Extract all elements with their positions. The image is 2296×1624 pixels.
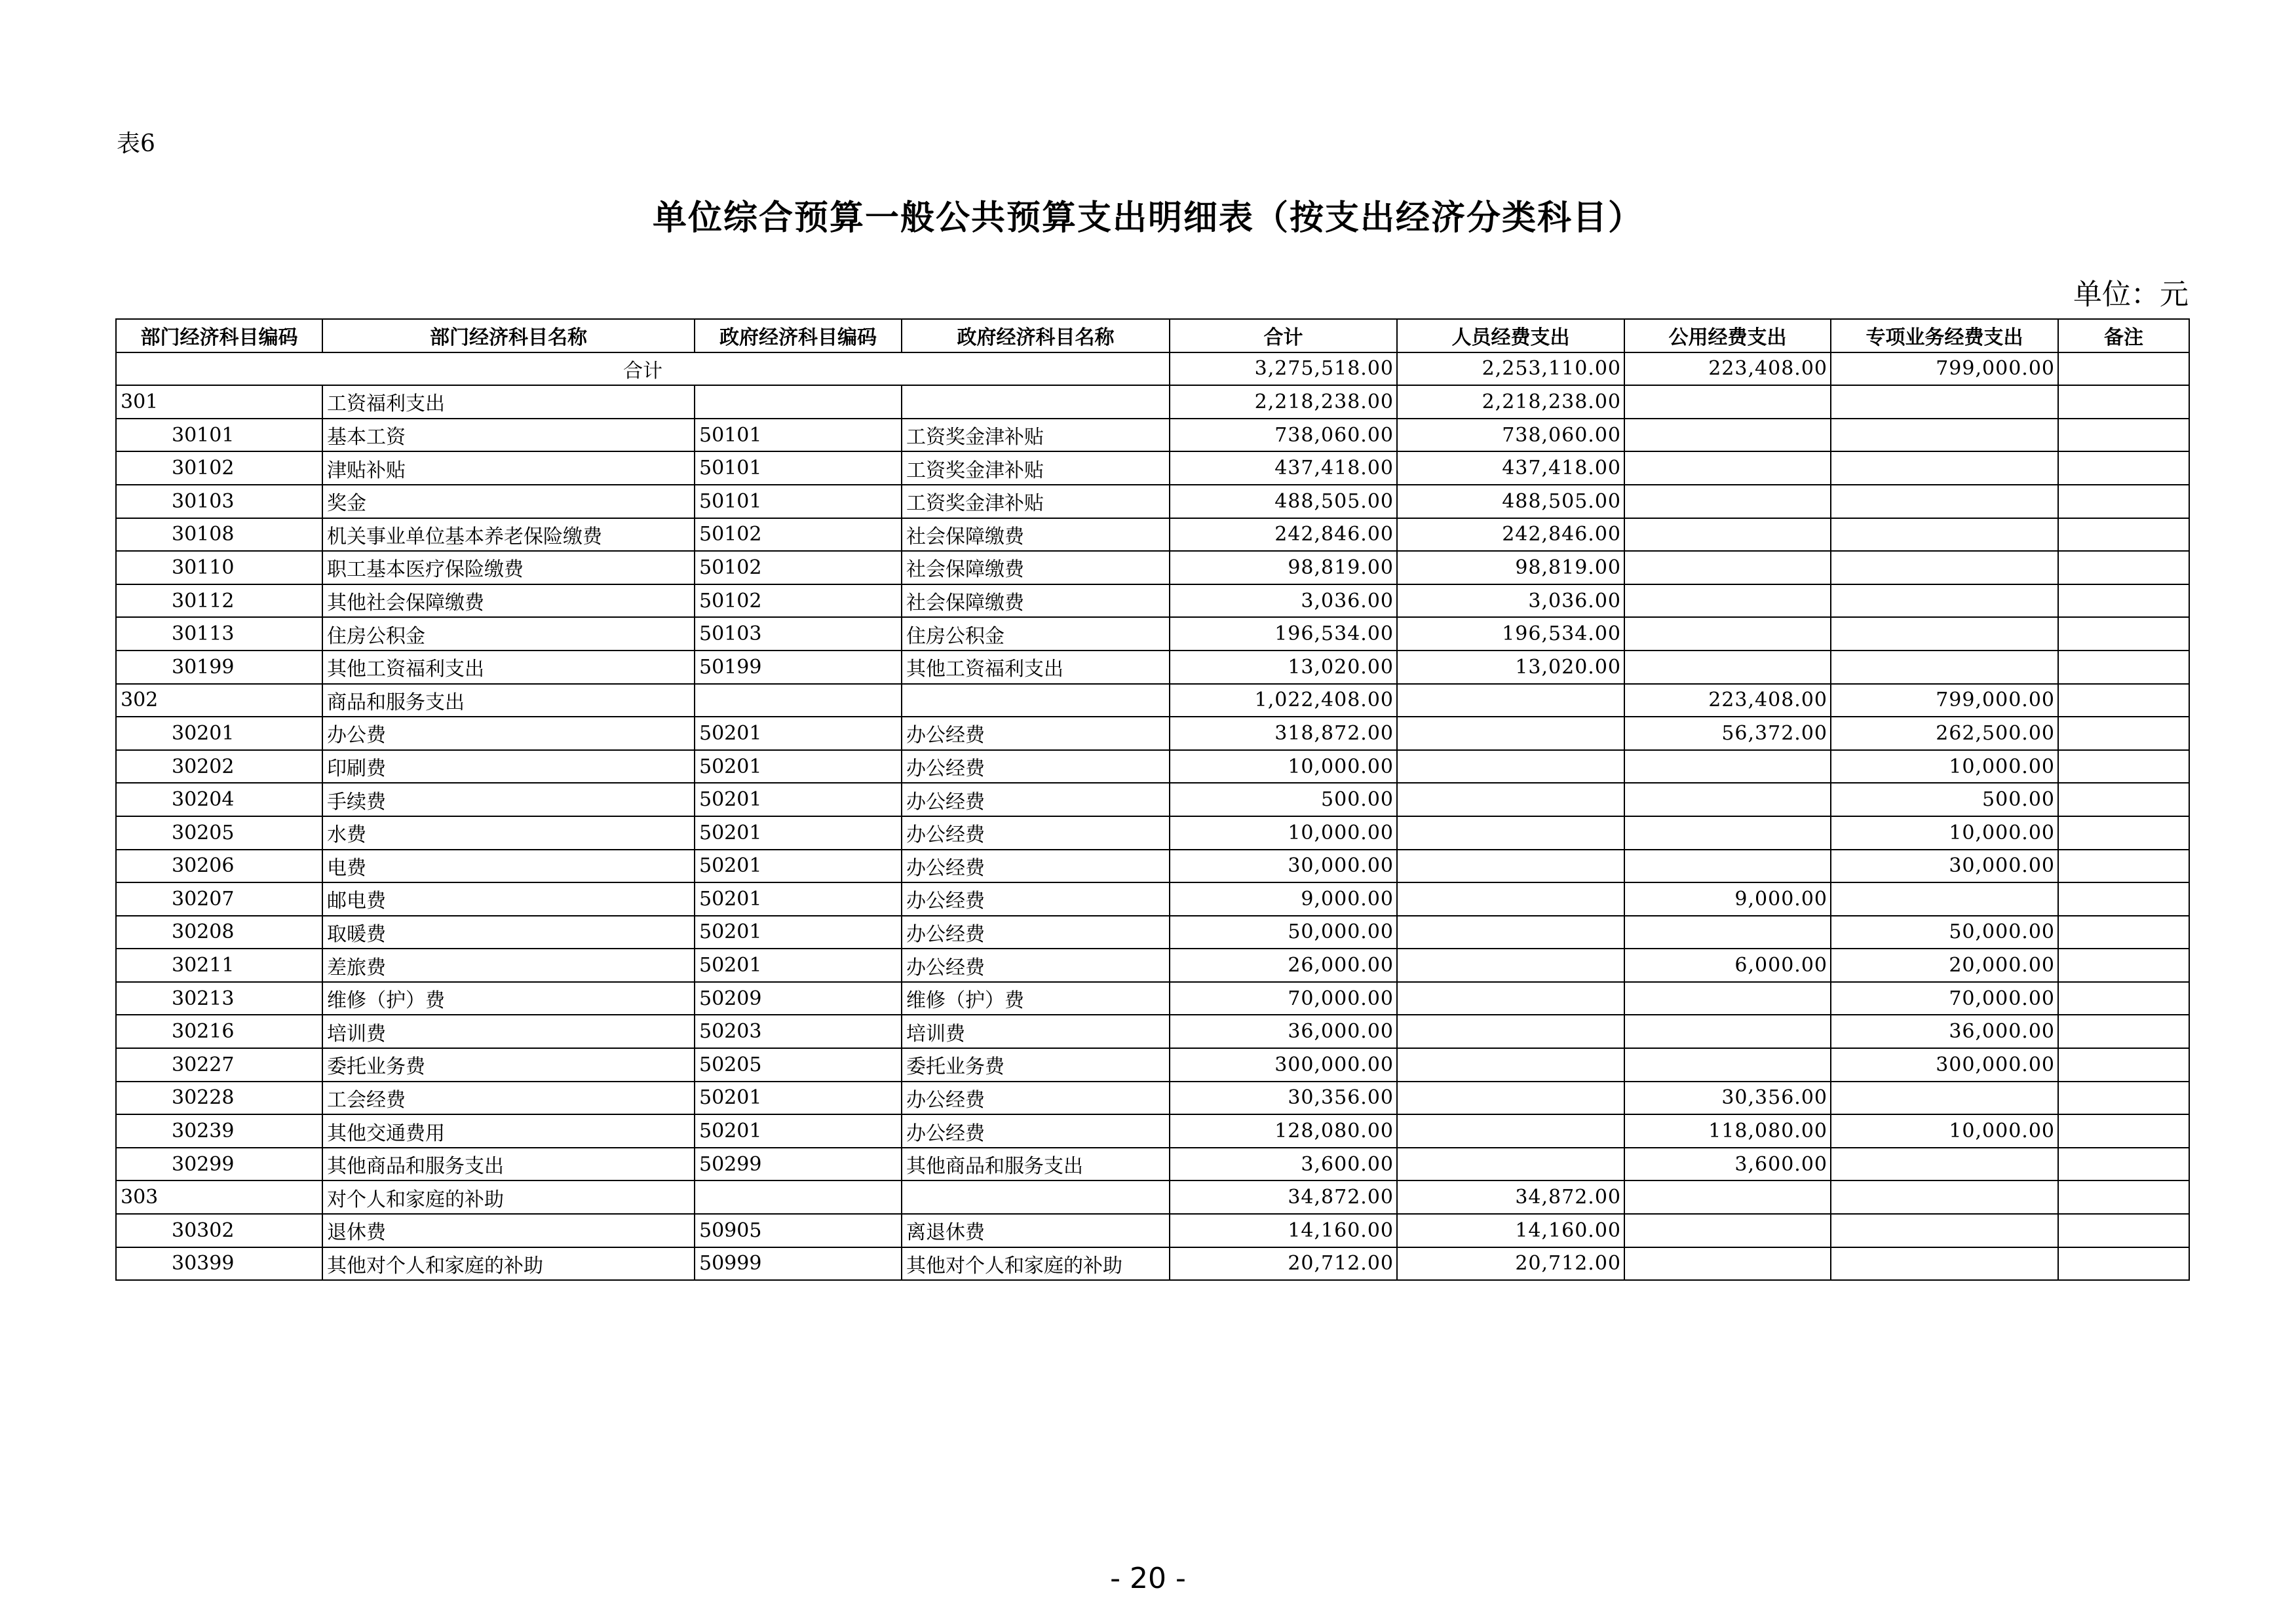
public-cell [1624,916,1831,949]
public-cell [1624,982,1831,1015]
total-cell: 500.00 [1170,783,1397,816]
gov-name-cell: 办公经费 [902,850,1170,883]
gov-code-cell: 50101 [695,419,902,452]
gov-code-cell: 50101 [695,451,902,485]
category-row [116,684,2189,717]
total-cell: 30,356.00 [1170,1082,1397,1115]
table-row [116,518,2189,552]
special-cell [1831,584,2058,618]
table-row [116,651,2189,684]
header-cell: 公用经费支出 [1624,319,1831,352]
total-cell: 1,022,408.00 [1170,684,1397,717]
public-cell [1624,617,1831,651]
dept-name-cell: 奖金 [322,485,695,518]
dept-name-cell: 对个人和家庭的补助 [322,1180,695,1214]
special-cell: 20,000.00 [1831,949,2058,982]
table-row [116,717,2189,750]
note-cell [2058,1148,2189,1181]
dept-name-cell: 退休费 [322,1214,695,1247]
public-cell: 118,080.00 [1624,1114,1831,1148]
gov-code-cell: 50205 [695,1048,902,1082]
gov-name-cell: 工资奖金津补贴 [902,485,1170,518]
category-row [116,1180,2189,1214]
gov-code-cell: 50201 [695,1082,902,1115]
gov-code-cell: 50201 [695,1114,902,1148]
personnel-cell: 738,060.00 [1397,419,1624,452]
public-cell [1624,783,1831,816]
dept-code-cell: 30112 [116,584,322,618]
special-cell [1831,451,2058,485]
dept-name-cell: 其他商品和服务支出 [322,1148,695,1181]
total-cell: 10,000.00 [1170,816,1397,850]
personnel-cell: 196,534.00 [1397,617,1624,651]
personnel-cell: 437,418.00 [1397,451,1624,485]
total-cell: 98,819.00 [1170,551,1397,584]
dept-name-cell: 培训费 [322,1015,695,1048]
note-cell [2058,717,2189,750]
category-row [116,385,2189,419]
public-cell: 3,600.00 [1624,1148,1831,1181]
total-cell: 488,505.00 [1170,485,1397,518]
table-row [116,1048,2189,1082]
public-cell [1624,1048,1831,1082]
dept-code-cell: 30206 [116,850,322,883]
special-cell [1831,882,2058,916]
dept-code-cell: 30102 [116,451,322,485]
gov-name-cell: 办公经费 [902,750,1170,784]
note-cell [2058,419,2189,452]
total-note [2058,352,2189,386]
dept-code-cell: 30208 [116,916,322,949]
table-label: 表6 [117,130,155,157]
gov-name-cell: 办公经费 [902,783,1170,816]
total-amount: 3,275,518.00 [1170,352,1397,386]
personnel-cell [1397,882,1624,916]
public-cell [1624,750,1831,784]
special-cell: 262,500.00 [1831,717,2058,750]
header-cell: 政府经济科目名称 [902,319,1170,352]
dept-code-cell: 30101 [116,419,322,452]
total-row [116,352,2189,386]
public-cell [1624,551,1831,584]
gov-name-cell: 办公经费 [902,1114,1170,1148]
public-cell: 56,372.00 [1624,717,1831,750]
special-cell [1831,518,2058,552]
note-cell [2058,750,2189,784]
dept-code-cell: 303 [116,1180,322,1214]
gov-name-cell: 培训费 [902,1015,1170,1048]
public-cell [1624,1247,1831,1281]
public-cell: 6,000.00 [1624,949,1831,982]
total-cell: 242,846.00 [1170,518,1397,552]
total-cell: 196,534.00 [1170,617,1397,651]
note-cell [2058,651,2189,684]
note-cell [2058,783,2189,816]
total-cell: 2,218,238.00 [1170,385,1397,419]
special-cell: 799,000.00 [1831,684,2058,717]
page-number: - 20 - [1110,1562,1186,1595]
gov-name-cell: 社会保障缴费 [902,551,1170,584]
dept-code-cell: 30202 [116,750,322,784]
special-cell: 30,000.00 [1831,850,2058,883]
gov-code-cell: 50201 [695,783,902,816]
gov-name-cell: 其他工资福利支出 [902,651,1170,684]
gov-code-cell: 50299 [695,1148,902,1181]
total-cell: 34,872.00 [1170,1180,1397,1214]
gov-code-cell [695,385,902,419]
gov-code-cell: 50201 [695,850,902,883]
gov-name-cell [902,1180,1170,1214]
gov-code-cell: 50209 [695,982,902,1015]
public-cell: 9,000.00 [1624,882,1831,916]
unit-label: 单位：元 [2073,278,2189,311]
personnel-cell [1397,1082,1624,1115]
total-cell: 70,000.00 [1170,982,1397,1015]
header-cell: 专项业务经费支出 [1831,319,2058,352]
note-cell [2058,1015,2189,1048]
personnel-cell [1397,949,1624,982]
public-cell [1624,385,1831,419]
note-cell [2058,1048,2189,1082]
special-cell: 300,000.00 [1831,1048,2058,1082]
header-cell: 政府经济科目编码 [695,319,902,352]
note-cell [2058,1247,2189,1281]
dept-name-cell: 其他工资福利支出 [322,651,695,684]
gov-name-cell: 工资奖金津补贴 [902,451,1170,485]
public-cell [1624,584,1831,618]
table-row [116,949,2189,982]
personnel-cell: 14,160.00 [1397,1214,1624,1247]
personnel-cell [1397,850,1624,883]
table-row [116,1247,2189,1281]
header-cell: 部门经济科目名称 [322,319,695,352]
dept-code-cell: 30113 [116,617,322,651]
gov-name-cell: 社会保障缴费 [902,518,1170,552]
personnel-cell [1397,717,1624,750]
special-cell [1831,385,2058,419]
public-cell [1624,850,1831,883]
note-cell [2058,385,2189,419]
personnel-cell: 20,712.00 [1397,1247,1624,1281]
dept-name-cell: 津贴补贴 [322,451,695,485]
special-cell [1831,1180,2058,1214]
table-row [116,882,2189,916]
total-cell: 437,418.00 [1170,451,1397,485]
total-cell: 14,160.00 [1170,1214,1397,1247]
dept-code-cell: 30239 [116,1114,322,1148]
header-cell: 人员经费支出 [1397,319,1624,352]
dept-name-cell: 工资福利支出 [322,385,695,419]
gov-code-cell: 50201 [695,717,902,750]
dept-name-cell: 取暖费 [322,916,695,949]
header-row [116,319,2189,352]
total-cell: 738,060.00 [1170,419,1397,452]
special-cell: 10,000.00 [1831,1114,2058,1148]
gov-code-cell: 50201 [695,750,902,784]
public-cell [1624,419,1831,452]
dept-name-cell: 委托业务费 [322,1048,695,1082]
personnel-cell: 2,218,238.00 [1397,385,1624,419]
note-cell [2058,816,2189,850]
special-cell [1831,1247,2058,1281]
dept-name-cell: 其他交通费用 [322,1114,695,1148]
total-public: 223,408.00 [1624,352,1831,386]
gov-code-cell: 50199 [695,651,902,684]
gov-code-cell: 50201 [695,916,902,949]
dept-code-cell: 30299 [116,1148,322,1181]
personnel-cell [1397,1148,1624,1181]
gov-code-cell: 50102 [695,551,902,584]
special-cell [1831,617,2058,651]
dept-name-cell: 商品和服务支出 [322,684,695,717]
dept-name-cell: 基本工资 [322,419,695,452]
gov-code-cell: 50201 [695,882,902,916]
personnel-cell: 3,036.00 [1397,584,1624,618]
public-cell [1624,651,1831,684]
table-row [116,750,2189,784]
dept-name-cell: 邮电费 [322,882,695,916]
gov-code-cell: 50103 [695,617,902,651]
gov-code-cell [695,1180,902,1214]
note-cell [2058,1180,2189,1214]
header-cell: 备注 [2058,319,2189,352]
note-cell [2058,617,2189,651]
public-cell [1624,451,1831,485]
note-cell [2058,1082,2189,1115]
note-cell [2058,1114,2189,1148]
personnel-cell: 488,505.00 [1397,485,1624,518]
dept-code-cell: 30205 [116,816,322,850]
total-cell: 318,872.00 [1170,717,1397,750]
total-personnel: 2,253,110.00 [1397,352,1624,386]
dept-name-cell: 水费 [322,816,695,850]
total-cell: 3,036.00 [1170,584,1397,618]
total-cell: 13,020.00 [1170,651,1397,684]
personnel-cell [1397,684,1624,717]
dept-name-cell: 职工基本医疗保险缴费 [322,551,695,584]
gov-code-cell: 50102 [695,584,902,618]
gov-name-cell [902,684,1170,717]
gov-code-cell: 50201 [695,949,902,982]
gov-name-cell: 其他对个人和家庭的补助 [902,1247,1170,1281]
special-cell: 36,000.00 [1831,1015,2058,1048]
special-cell [1831,485,2058,518]
table-row [116,816,2189,850]
note-cell [2058,518,2189,552]
page-title: 单位综合预算一般公共预算支出明细表（按支出经济分类科目） [652,198,1643,238]
special-cell [1831,419,2058,452]
gov-name-cell: 办公经费 [902,949,1170,982]
total-cell: 10,000.00 [1170,750,1397,784]
dept-code-cell: 30108 [116,518,322,552]
gov-name-cell: 维修（护）费 [902,982,1170,1015]
special-cell: 10,000.00 [1831,816,2058,850]
table-row [116,1214,2189,1247]
gov-name-cell: 办公经费 [902,1082,1170,1115]
table-row [116,419,2189,452]
special-cell [1831,1082,2058,1115]
special-cell: 70,000.00 [1831,982,2058,1015]
dept-name-cell: 维修（护）费 [322,982,695,1015]
table-row [116,982,2189,1015]
personnel-cell: 242,846.00 [1397,518,1624,552]
table-row [116,916,2189,949]
total-cell: 128,080.00 [1170,1114,1397,1148]
total-cell: 50,000.00 [1170,916,1397,949]
gov-name-cell: 住房公积金 [902,617,1170,651]
special-cell: 500.00 [1831,783,2058,816]
personnel-cell [1397,783,1624,816]
gov-code-cell: 50905 [695,1214,902,1247]
dept-code-cell: 30216 [116,1015,322,1048]
dept-name-cell: 印刷费 [322,750,695,784]
dept-code-cell: 301 [116,385,322,419]
table-row [116,551,2189,584]
note-cell [2058,982,2189,1015]
dept-name-cell: 其他对个人和家庭的补助 [322,1247,695,1281]
gov-code-cell: 50102 [695,518,902,552]
personnel-cell [1397,1048,1624,1082]
table-row [116,1148,2189,1181]
gov-name-cell: 社会保障缴费 [902,584,1170,618]
total-special: 799,000.00 [1831,352,2058,386]
gov-name-cell: 离退休费 [902,1214,1170,1247]
personnel-cell: 98,819.00 [1397,551,1624,584]
public-cell [1624,1214,1831,1247]
header-cell: 部门经济科目编码 [116,319,322,352]
special-cell: 50,000.00 [1831,916,2058,949]
table-row [116,783,2189,816]
gov-name-cell: 其他商品和服务支出 [902,1148,1170,1181]
table-row [116,1114,2189,1148]
gov-code-cell: 50101 [695,485,902,518]
dept-code-cell: 302 [116,684,322,717]
table-row [116,485,2189,518]
dept-code-cell: 30204 [116,783,322,816]
special-cell [1831,651,2058,684]
dept-name-cell: 机关事业单位基本养老保险缴费 [322,518,695,552]
dept-code-cell: 30207 [116,882,322,916]
personnel-cell [1397,750,1624,784]
public-cell [1624,1015,1831,1048]
note-cell [2058,451,2189,485]
total-cell: 20,712.00 [1170,1247,1397,1281]
dept-name-cell: 住房公积金 [322,617,695,651]
table-row [116,617,2189,651]
table-row [116,451,2189,485]
table-row [116,1082,2189,1115]
total-cell: 300,000.00 [1170,1048,1397,1082]
special-cell [1831,1148,2058,1181]
gov-code-cell [695,684,902,717]
header-cell: 合计 [1170,319,1397,352]
dept-code-cell: 30201 [116,717,322,750]
gov-name-cell [902,385,1170,419]
note-cell [2058,684,2189,717]
personnel-cell [1397,916,1624,949]
personnel-cell [1397,816,1624,850]
total-cell: 30,000.00 [1170,850,1397,883]
note-cell [2058,551,2189,584]
dept-code-cell: 30199 [116,651,322,684]
table-row [116,1015,2189,1048]
public-cell: 30,356.00 [1624,1082,1831,1115]
personnel-cell [1397,982,1624,1015]
dept-name-cell: 工会经费 [322,1082,695,1115]
total-cell: 36,000.00 [1170,1015,1397,1048]
personnel-cell: 34,872.00 [1397,1180,1624,1214]
gov-name-cell: 办公经费 [902,916,1170,949]
gov-name-cell: 委托业务费 [902,1048,1170,1082]
budget-table [115,318,2190,1281]
dept-code-cell: 30211 [116,949,322,982]
personnel-cell [1397,1114,1624,1148]
public-cell [1624,485,1831,518]
note-cell [2058,485,2189,518]
dept-code-cell: 30302 [116,1214,322,1247]
special-cell [1831,1214,2058,1247]
personnel-cell [1397,1015,1624,1048]
special-cell [1831,551,2058,584]
dept-name-cell: 电费 [322,850,695,883]
public-cell [1624,816,1831,850]
total-cell: 9,000.00 [1170,882,1397,916]
dept-name-cell: 差旅费 [322,949,695,982]
gov-name-cell: 办公经费 [902,882,1170,916]
gov-code-cell: 50201 [695,816,902,850]
gov-code-cell: 50203 [695,1015,902,1048]
total-label: 合计 [116,352,1170,386]
dept-name-cell: 其他社会保障缴费 [322,584,695,618]
dept-code-cell: 30228 [116,1082,322,1115]
dept-name-cell: 办公费 [322,717,695,750]
gov-name-cell: 工资奖金津补贴 [902,419,1170,452]
dept-name-cell: 手续费 [322,783,695,816]
note-cell [2058,1214,2189,1247]
gov-code-cell: 50999 [695,1247,902,1281]
table-row [116,850,2189,883]
gov-name-cell: 办公经费 [902,717,1170,750]
total-cell: 3,600.00 [1170,1148,1397,1181]
personnel-cell: 13,020.00 [1397,651,1624,684]
table-row [116,584,2189,618]
dept-code-cell: 30213 [116,982,322,1015]
public-cell: 223,408.00 [1624,684,1831,717]
special-cell: 10,000.00 [1831,750,2058,784]
note-cell [2058,916,2189,949]
dept-code-cell: 30399 [116,1247,322,1281]
dept-code-cell: 30103 [116,485,322,518]
gov-name-cell: 办公经费 [902,816,1170,850]
note-cell [2058,882,2189,916]
dept-code-cell: 30110 [116,551,322,584]
dept-code-cell: 30227 [116,1048,322,1082]
total-cell: 26,000.00 [1170,949,1397,982]
public-cell [1624,1180,1831,1214]
note-cell [2058,949,2189,982]
note-cell [2058,850,2189,883]
public-cell [1624,518,1831,552]
note-cell [2058,584,2189,618]
